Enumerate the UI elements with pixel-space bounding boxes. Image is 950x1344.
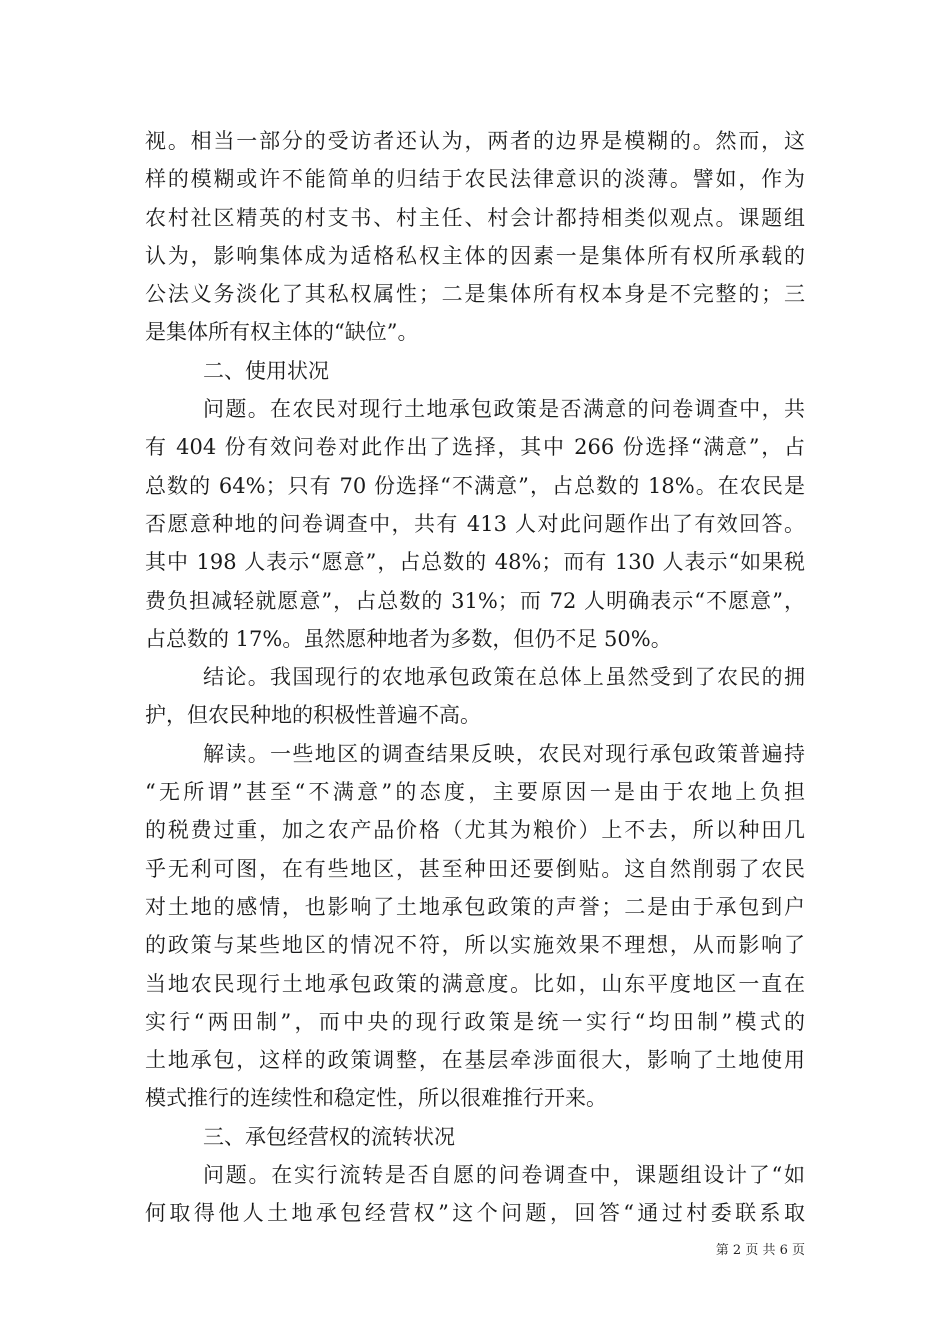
text-line: 乎无利可图，在有些地区，甚至种田还要倒贴。这自然削弱了农民 xyxy=(145,856,805,881)
text-line: 问题。在实行流转是否自愿的问卷调查中，课题组设计了“如 xyxy=(203,1163,805,1188)
text-line: 解读。一些地区的调查结果反映，农民对现行承包政策普遍持 xyxy=(203,741,805,766)
text-line: 模式推行的连续性和稳定性，所以很难推行开来。 xyxy=(145,1086,607,1111)
text-line: 实行“两田制”，而中央的现行政策是统一实行“均田制”模式的 xyxy=(145,1009,805,1034)
text-line: 公法义务淡化了其私权属性；二是集体所有权本身是不完整的；三 xyxy=(145,282,805,307)
text-line: 护，但农民种地的积极性普遍不高。 xyxy=(145,703,481,728)
text-line: 问题。在农民对现行土地承包政策是否满意的问卷调查中，共 xyxy=(203,397,805,422)
text-line: 三、承包经营权的流转状况 xyxy=(203,1124,455,1149)
text-line: 否愿意种地的问卷调查中，共有 413 人对此问题作出了有效回答。 xyxy=(145,511,805,536)
page-indicator: 第 2 页 共 6 页 xyxy=(715,1243,805,1258)
text-line: 对土地的感情，也影响了土地承包政策的声誉；二是由于承包到户 xyxy=(145,894,805,919)
text-line: 视。相当一部分的受访者还认为，两者的边界是模糊的。然而，这 xyxy=(145,129,805,153)
text-line: 结论。我国现行的农地承包政策在总体上虽然受到了农民的拥 xyxy=(203,665,805,690)
text-line: 占总数的 17%。虽然愿种地者为多数，但仍不足 50%。 xyxy=(145,626,672,651)
text-line: 当地农民现行土地承包政策的满意度。比如，山东平度地区一直在 xyxy=(145,971,805,996)
text-line: 的税费过重，加之农产品价格（尤其为粮价）上不去，所以种田几 xyxy=(145,818,805,843)
text-line: 何取得他人土地承包经营权”这个问题，回答“通过村委联系取 xyxy=(145,1201,805,1226)
text-line: 的政策与某些地区的情况不符，所以实施效果不理想，从而影响了 xyxy=(145,933,805,958)
body-text xyxy=(145,122,805,1233)
text-line: 认为，影响集体成为适格私权主体的因素一是集体所有权所承载的 xyxy=(145,243,805,268)
text-line: 其中 198 人表示“愿意”，占总数的 48%；而有 130 人表示“如果税 xyxy=(145,550,805,575)
text-line: “无所谓”甚至“不满意”的态度，主要原因一是由于农地上负担 xyxy=(145,780,805,805)
text-line: 费负担减轻就愿意”，占总数的 31%；而 72 人明确表示“不愿意”， xyxy=(145,588,805,613)
text-line: 总数的 64%；只有 70 份选择“不满意”，占总数的 18%。在农民是 xyxy=(145,473,805,498)
text-line: 样的模糊或许不能简单的归结于农民法律意识的淡薄。譬如，作为 xyxy=(145,167,805,192)
text-line: 是集体所有权主体的“缺位”。 xyxy=(145,320,419,345)
text-line: 农村社区精英的村支书、村主任、村会计都持相类似观点。课题组 xyxy=(145,205,805,230)
text-line: 有 404 份有效问卷对此作出了选择，其中 266 份选择“满意”，占 xyxy=(145,435,805,460)
text-line: 土地承包，这样的政策调整，在基层牵涉面很大，影响了土地使用 xyxy=(145,1048,805,1073)
text-line: 二、使用状况 xyxy=(203,358,329,383)
